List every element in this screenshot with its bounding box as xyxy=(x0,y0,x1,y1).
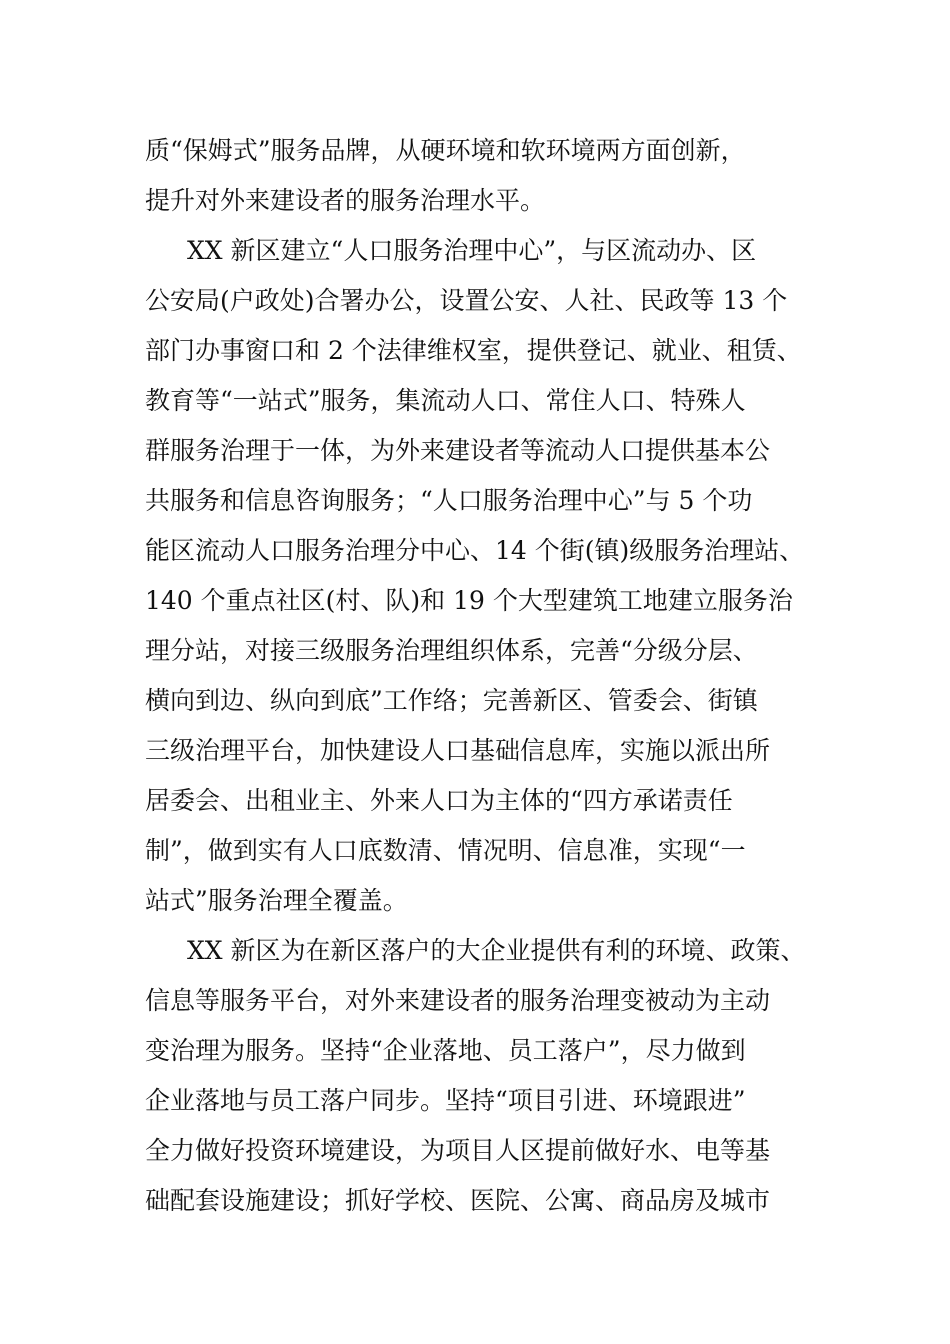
text-line: 横向到边、纵向到底”工作络；完善新区、管委会、街镇 xyxy=(145,686,758,715)
text-line: 企业落地与员工落户同步。坚持“项目引进、环境跟进” xyxy=(145,1086,746,1115)
text-line: 站式”服务治理全覆盖。 xyxy=(145,886,408,915)
text-line: 公安局(户政处)合署办公，设置公安、人社、民政等 13 个 xyxy=(145,286,788,315)
text-line: 质“保姆式”服务品牌，从硬环境和软环境两方面创新， xyxy=(145,136,746,165)
body-text xyxy=(145,126,825,1226)
text-line: 教育等“一站式”服务，集流动人口、常住人口、特殊人 xyxy=(145,386,746,415)
text-line: 部门办事窗口和 2 个法律维权室，提供登记、就业、租赁、 xyxy=(145,336,802,365)
text-line: 信息等服务平台，对外来建设者的服务治理变被动为主动 xyxy=(145,986,771,1015)
text-line: 制”，做到实有人口底数清、情况明、信息准，实现“一 xyxy=(145,836,746,865)
text-line: 居委会、出租业主、外来人口为主体的“四方承诺责任 xyxy=(145,786,733,815)
text-line: 提升对外来建设者的服务治理水平。 xyxy=(145,186,546,215)
paragraph-start-line: XX 新区建立“人口服务治理中心”，与区流动办、区 xyxy=(187,236,757,265)
text-line: 共服务和信息咨询服务；“人口服务治理中心”与 5 个功 xyxy=(145,486,753,515)
text-line: 三级治理平台，加快建设人口基础信息库，实施以派出所 xyxy=(145,736,771,765)
paragraph-start-line: XX 新区为在新区落户的大企业提供有利的环境、政策、 xyxy=(187,936,806,965)
text-line: 能区流动人口服务治理分中心、14 个街(镇)级服务治理站、 xyxy=(145,536,805,565)
text-line: 变治理为服务。坚持“企业落地、员工落户”，尽力做到 xyxy=(145,1036,746,1065)
text-line: 理分站，对接三级服务治理组织体系，完善“分级分层、 xyxy=(145,636,758,665)
text-line: 140 个重点社区(村、队)和 19 个大型建筑工地建立服务治 xyxy=(145,586,793,615)
text-line: 础配套设施建设；抓好学校、医院、公寓、商品房及城市 xyxy=(145,1186,771,1215)
text-line: 群服务治理于一体，为外来建设者等流动人口提供基本公 xyxy=(145,436,771,465)
text-line: 全力做好投资环境建设，为项目人区提前做好水、电等基 xyxy=(145,1136,771,1165)
